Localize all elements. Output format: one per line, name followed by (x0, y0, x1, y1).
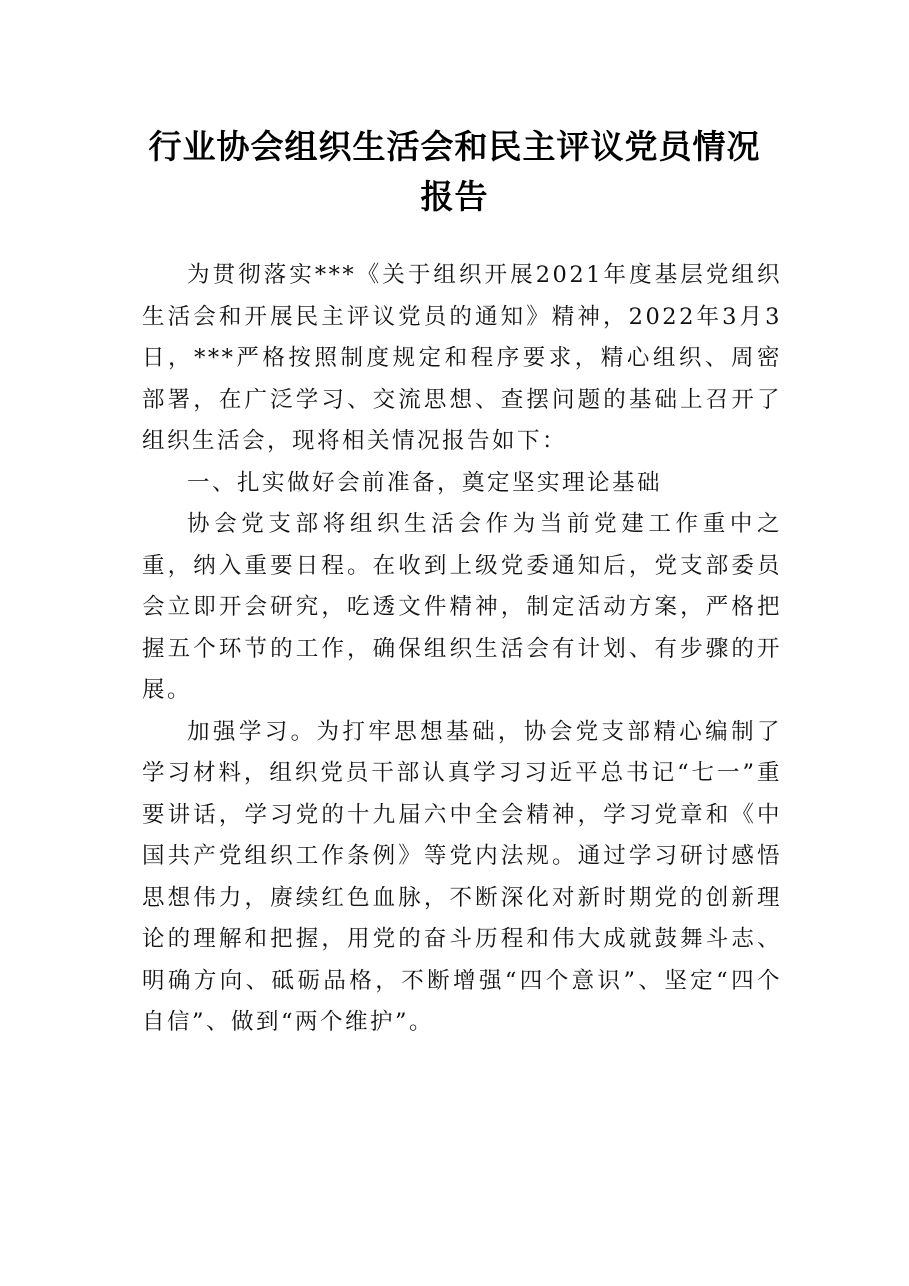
document-title (100, 122, 809, 222)
paragraph-intro: 为贯彻落实***《关于组织开展2021年度基层党组织生活会和开展民主评议党员的通知》精神，2022年3月3日，***严格按照制度规定和程序要求，精心组织、周密部署，在广泛学习、交流思想、查摆问题的基础上召开了组织生活会，现将相关情况报告如下： (142, 262, 782, 454)
section-heading-1: 一、扎实做好会前准备，奠定坚实理论基础 (187, 469, 663, 496)
title-line-1: 行业协会组织生活会和民主评议党员情况 (148, 127, 761, 166)
paragraph-preparation: 协会党支部将组织生活会作为当前党建工作重中之重，纳入重要日程。在收到上级党委通知后，党支部委员会立即开会研究，吃透文件精神，制定活动方案，严格把握五个环节的工作，确保组织生活会有计划、有步骤的开展。 (142, 511, 782, 703)
paragraph-study: 加强学习。为打牢思想基础，协会党支部精心编制了学习材料，组织党员干部认真学习习近平总书记“七一”重要讲话，学习党的十九届六中全会精神，学习党章和《中国共产党组织工作条例》等党内法规。通过学习研讨感悟思想伟力，赓续红色血脉，不断深化对新时期党的创新理论的理解和把握，用党的奋斗历程和伟大成就鼓舞斗志、明确方向、砥砺品格，不断增强“四个意识”、坚定“四个自信”、做到“两个维护”。 (142, 718, 782, 1035)
title-line-2: 报告 (420, 177, 489, 216)
document-body (142, 255, 782, 1044)
